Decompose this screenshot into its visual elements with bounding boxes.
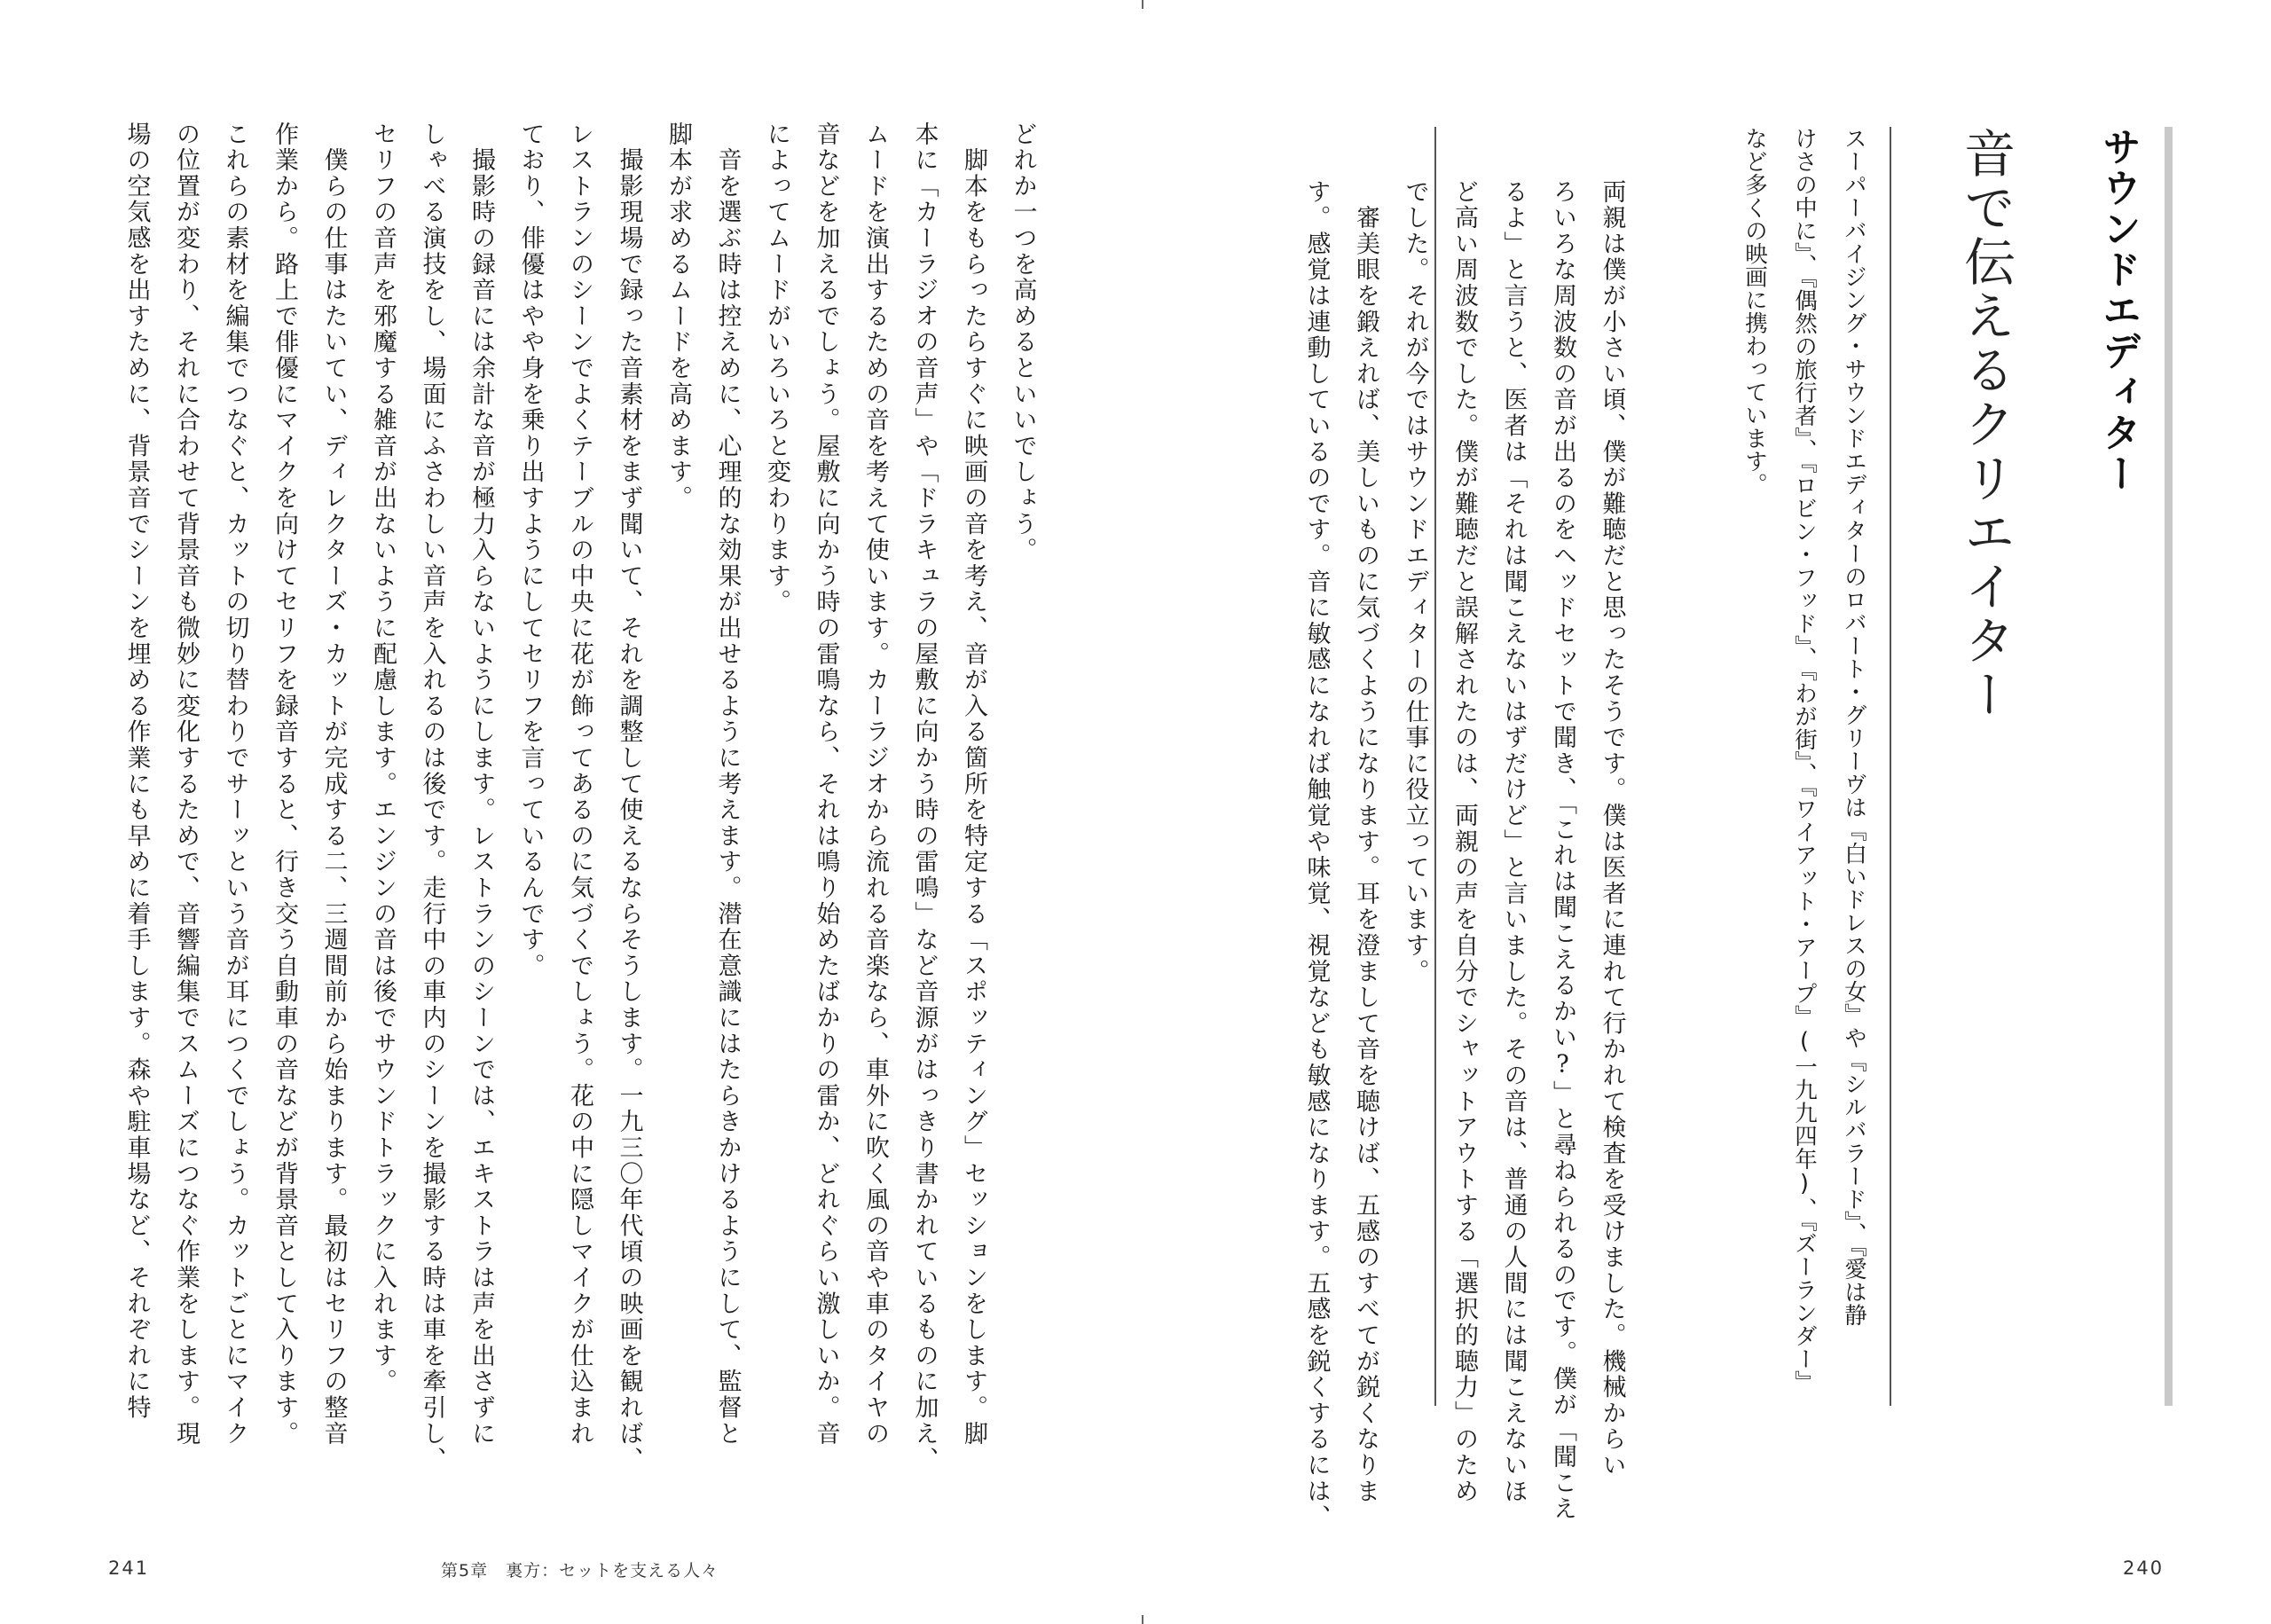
body-text-right: 両親は僕が小さい頃、僕が難聴だと思ったそうです。僕は医者に連れて行かれて検査を受けました。機械からい ろいろな周波数の音が出るのをヘッドセットで聞き、「これは聞こえるかい?」と尋ねられるのです。僕が「聞こえ るよ」と言うと、医者は「それは聞こえないはずだけど」と言いました。その音は、普通の人間には聞こえないほ ど高い周波数でした。僕が難聴だと誤解されたのは、両親の声を自分でシャットアウトする「選択的聴力」のため でした。それが今ではサウンドエディターの仕事に役立っています。 審美眼を鍛えれば、美しいものに気づくようになります。耳を澄まして音を聴けば、五感のすべてが鋭くなりま す。感覚は連動しているのです。音に敏感になれば触覚や味覚、視覚なども敏感になります。五感を鋭くするには、 [1302, 179, 1626, 1531]
section-title: サウンドエディター [2095, 127, 2141, 494]
headline-rule-right [1890, 127, 1891, 1406]
section-title-bar [2165, 127, 2173, 1406]
folio-right: 240 [2123, 1557, 2165, 1579]
body-text-left: どれか一つを高めるといいでしょう。 脚本をもらったらすぐに映画の音を考え、音が入る箇所を特定する「スポッティング」セッションをします。脚 本に「カーラジオの音声」や「ドラキュラの屋敷に向かう時の雷鳴」など音源がはっきり書かれているものに加え、 ムードを演出するための音を考えて使います。カーラジオから流れる音楽なら、車外に吹く風の音や車のタイヤの 音などを加えるでしょう。屋敷に向かう時の雷鳴なら、それは鳴り始めたばかりの雷か、どれぐらい激しいか。音 によってムードがいろいろと変わります。 音を選ぶ時は控えめに、心理的な効果が出せるように考えます。潜在意識にはたらきかけるようにして、監督と 脚本が求めるムードを高めます。 撮影現場で録った音素材をまず聞いて、それを調整して使えるならそうします。一九三〇年代頃の映画を観れば、 レストランのシーンでよくテーブルの中央に花が飾ってあるのに気づくでしょう。花の中に隠しマイクが仕込まれ ており、俳優はやや身を乗り出すようにしてセリフを言っているんです。 撮影時の録音には余計な音が極力入らないようにします。レストランのシーンでは、エキストラは声を出さずに しゃべる演技をし、場面にふさわしい音声を入れるのは後です。走行中の車内のシーンを撮影する時は車を牽引し、 セリフの音声を邪魔する雑音が出ないように配慮します。エンジンの音は後でサウンドトラックに入れます。 僕らの仕事はたいてい、ディレクターズ・カットが完成する二、三週間前から始まります。最初はセリフの整音 作業から。路上で俳優にマイクを向けてセリフを録音すると、行き交う自動車の音などが背景音として入ります。 これらの素材を編集でつなぐと、カットの切り替わりでサーッという音が耳につくでしょう。カットごとにマイク の位置が変わり、それに合わせて背景音も微妙に変化するためで、音響編集でスムーズにつなぐ作業をします。現 場の空気感を出すために、背景音でシーンを埋める作業にも早めに着手します。森や駐車場など、それぞれに特 [122, 122, 1037, 1473]
intro-text: スーパーバイジング・サウンドエディターのロバート・グリーヴは『白いドレスの女』や『シルバラード』、『愛は静 けさの中に』、『偶然の旅行者』、『ロビン・フッド』、『わが街』、『ワイアット・アープ』(一九九四年)、『ズーランダー』 など多くの映画に携わっています。 [1741, 127, 1867, 1394]
crop-mark-top [1142, 0, 1143, 9]
crop-mark-bottom [1142, 1615, 1143, 1624]
folio-left: 241 [108, 1557, 150, 1579]
running-head: 第5章 裏方：セットを支える人々 [441, 1561, 719, 1581]
headline: 音で伝えるクリエイター [1955, 127, 2016, 722]
